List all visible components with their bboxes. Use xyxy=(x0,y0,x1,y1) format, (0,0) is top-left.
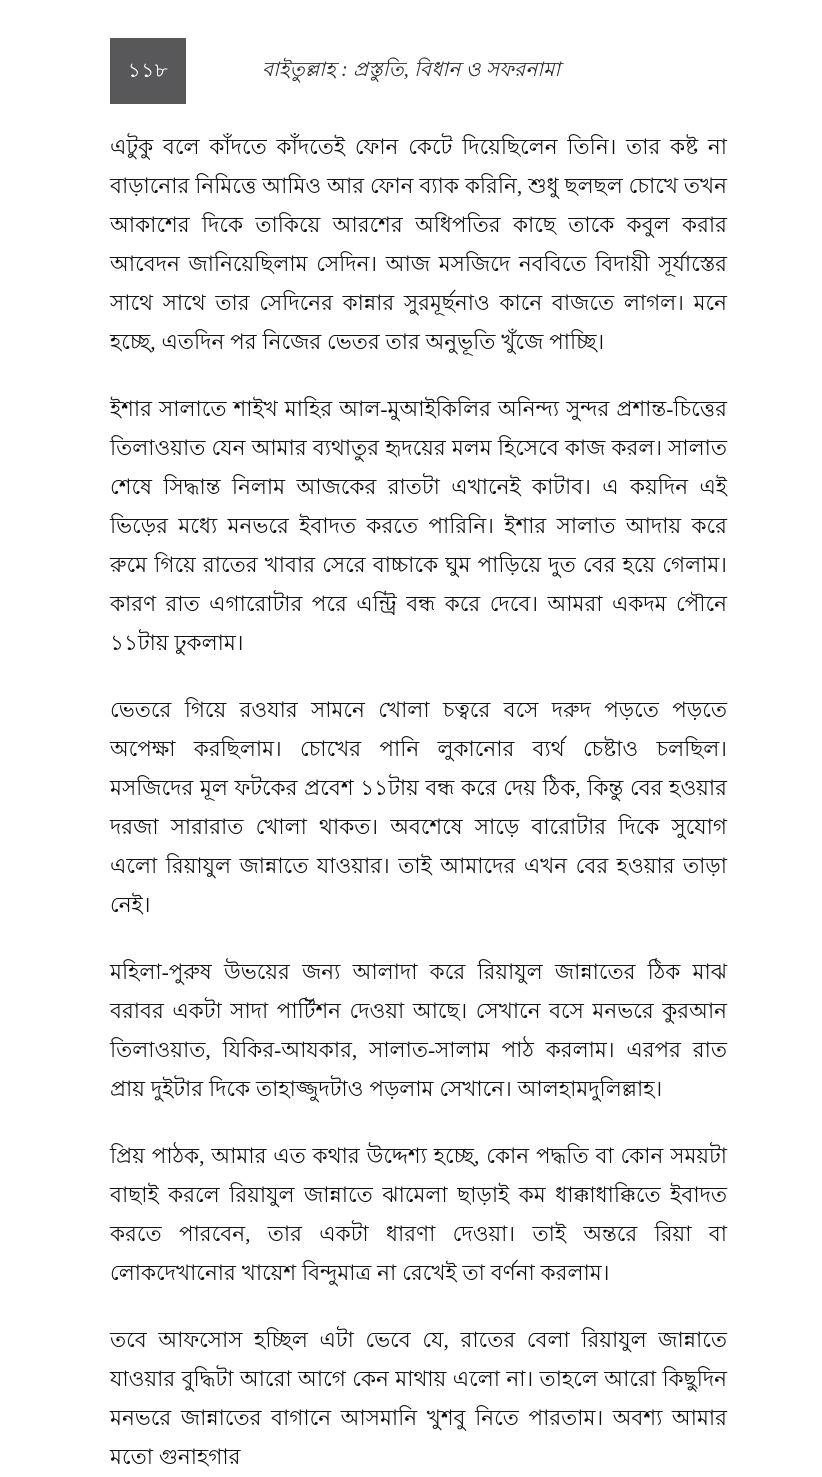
paragraph: ইশার সালাতে শাইখ মাহির আল-মুআইকিলির অনিন্দ্য সুন্দর প্রশান্ত-চিত্তের তিলাওয়াত যেন আমার ব্যথাতুর হৃদয়ের মলম হিসেবে কাজ করল। সালাত শেষে সিদ্ধান্ত নিলাম আজকের রাতটা এখানেই কাটাব। এ কয়দিন এই ভিড়ের মধ্যে মনভরে ইবাদত করতে পারিনি। ইশার সালাত আদায় করে রুমে গিয়ে রাতের খাবার সেরে বাচ্চাকে ঘুম পাড়িয়ে দুত বের হয়ে গেলাম। কারণ রাত এগারোটার পরে এন্ট্রি বন্ধ করে দেবে। আমরা একদম পৌনে ১১টায় ঢুকলাম। xyxy=(110,397,727,655)
paragraph: এটুকু বলে কাঁদতে কাঁদতেই ফোন কেটে দিয়েছিলেন তিনি। তার কষ্ট না বাড়ানোর নিমিত্তে আমিও আর ফোন ব্যাক করিনি, শুধু ছলছল চোখে তখন আকাশের দিকে তাকিয়ে আরশের অধিপতির কাছে তাকে কবুল করার আবেদন জানিয়েছিলাম সেদিন। আজ মসজিদে নববিতে বিদায়ী সূর্যাস্তের সাথে সাথে তার সেদিনের কান্নার সুরমূর্ছনাও কানে বাজতে লাগল। মনে হচ্ছে, এতদিন পর নিজের ভেতর তার অনুভূতি খুঁজে পাচ্ছি। xyxy=(110,135,727,354)
paragraph: তবে আফসোস হচ্ছিল এটা ভেবে যে, রাতের বেলা রিয়াযুল জান্নাতে যাওয়ার বুদ্ধিটা আরো আগে কেন মাথায় এলো না। তাহলে আরো কিছুদিন মনভরে জান্নাতের বাগানে আসমানি খুশবু নিতে পারতাম। অবশ্য আমার মতো গুনাহগার xyxy=(110,1328,727,1469)
paragraph: প্রিয় পাঠক, আমার এত কথার উদ্দেশ্য হচ্ছে, কোন পদ্ধতি বা কোন সময়টা বাছাই করলে রিয়াযুল জান্নাতে ঝামেলা ছাড়াই কম ধাক্কাধাক্কিতে ইবাদত করতে পারবেন, তার একটা ধারণা দেওয়া। তাই অন্তরে রিয়া বা লোকদেখানোর খায়েশ বিন্দুমাত্র না রেখেই তা বর্ণনা করলাম। xyxy=(110,1144,727,1285)
paragraph: মহিলা-পুরুষ উভয়ের জন্য আলাদা করে রিয়াযুল জান্নাতের ঠিক মাঝ বরাবর একটা সাদা পার্টিশন দেওয়া আছে। সেখানে বসে মনভরে কুরআন তিলাওয়াত, যিকির-আযকার, সালাত-সালাম পাঠ করলাম। এরপর রাত প্রায় দুইটার দিকে তাহাজ্জুদটাও পড়লাম সেখানে। আলহামদুলিল্লাহ। xyxy=(110,960,727,1101)
page-number-box xyxy=(110,38,186,104)
paragraph: ভেতরে গিয়ে রওযার সামনে খোলা চত্বরে বসে দরুদ পড়তে পড়তে অপেক্ষা করছিলাম। চোখের পানি লুকানোর ব্যর্থ চেষ্টাও চলছিল। মসজিদের মূল ফটকের প্রবেশ ১১টায় বন্ধ করে দেয় ঠিক, কিন্তু বের হওয়ার দরজা সারারাত খোলা থাকত। অবশেষে সাড়ে বারোটার দিকে সুযোগ এলো রিয়াযুল জান্নাতে যাওয়ার। তাই আমাদের এখন বের হওয়ার তাড়া নেই। xyxy=(110,698,727,917)
body-text xyxy=(110,128,727,1477)
book-title: বাইতুল্লাহ : প্রস্তুতি, বিধান ও সফরনামা xyxy=(262,58,561,81)
header-title-wrap xyxy=(186,38,727,104)
running-header xyxy=(110,38,727,104)
page-number: ১১৮ xyxy=(127,60,169,82)
